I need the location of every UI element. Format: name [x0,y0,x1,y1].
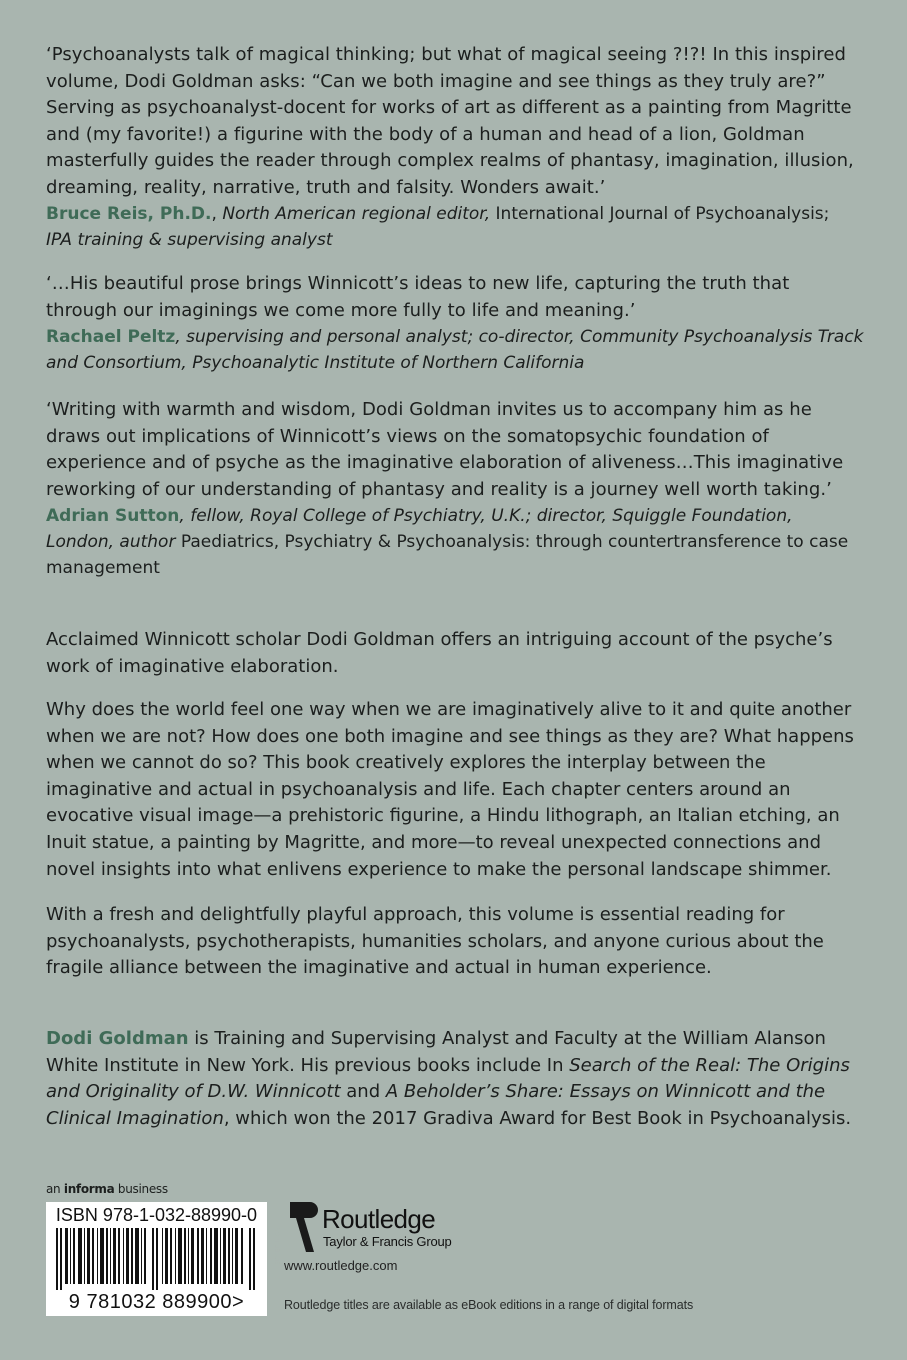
endorser-book: Paediatrics, Psychiatry & Psychoanalysis: through countertransference to case management [46,532,849,578]
description-p2 [46,697,864,883]
book-title: Search of the Real: The Origins and Originality of D.W. Winnicott [46,1054,850,1103]
endorser-name: Bruce Reis, Ph.D. [46,204,212,224]
endorsement-2 [46,271,864,376]
publisher-group: Taylor & Francis Group [323,1234,452,1249]
description-text: With a fresh and delightfully playful approach, this volume is essential reading for psychoanalysts, psychotherapists, humanities scholars, and anyone curious about the fragile alliance between the imaginative and actual in human experience. [46,904,824,979]
endorsement-quote: ‘Writing with warmth and wisdom, Dodi Goldman invites us to accompany him as he draws out implications of Winnicott’s views on the somatopsychic foundation of experience and of psyche as the imaginative elaboration of aliveness…This imaginative reworking of our understanding of phantasy and reality is a journey well worth taking.’ [46,399,844,500]
barcode-number [46,1290,267,1316]
isbn-label: ISBN 978-1-032-88990-0 [55,1205,258,1225]
description-p3 [46,902,864,982]
publisher-url: www.routledge.com [284,1258,398,1273]
endorsement-attribution: Bruce Reis, Ph.D., North American regional editor, International Journal of Psychoanalysis; IPA training & supervising analyst [46,204,830,250]
endorser-role: North American regional editor, [222,204,491,224]
barcode-digits: 9 781032 889900 [68,1291,233,1313]
informa-suffix: business [114,1182,168,1196]
book-title: A Beholder’s Share: Essays on Winnicott and the Clinical Imagination [46,1081,826,1129]
barcode-arrow: > [232,1291,245,1313]
informa-brand: informa [63,1182,115,1196]
endorser-role: , supervising and personal analyst; co-director, Community Psychoanalysis Track and Consortium, Psychoanalytic Institute of Northern California [46,327,864,373]
endorsement-quote: ‘Psychoanalysts talk of magical thinking; but what of magical seeing ?!?! In this inspired volume, Dodi Goldman asks: “Can we both imagine and see things as they truly are?” Serving as psychoanalyst-docent for works of art as different as a painting from Magritte and (my favorite!) a figurine with the body of a human and head of a lion, Goldman masterfully guides the reader through complex realms of phantasy, imagination, illusion, dreaming, reality, narrative, truth and falsity. Wonders await.’ [46,44,854,198]
endorsement-attribution [46,324,864,376]
author-bio-part: , which won the 2017 Gradiva Award for Best Book in Psychoanalysis. [223,1107,852,1129]
ebook-note: Routledge titles are available as eBook editions in a range of digital formats [284,1298,694,1312]
endorsement-attribution [46,503,864,581]
endorsement-3 [46,397,864,581]
endorser-role: , fellow, Royal College of Psychiatry, U.K.; director, Squiggle Foundation, London, author [46,506,793,552]
logo-spine-text: ROUTLEDGE [273,1227,279,1265]
description-text: Acclaimed Winnicott scholar Dodi Goldman offers an intriguing account of the psyche’s work of imaginative elaboration. [46,629,833,677]
informa-business-label [46,1182,168,1196]
endorser-name: Adrian Sutton [46,506,180,526]
author-name: Dodi Goldman [46,1028,189,1049]
author-bio [46,1026,864,1132]
author-bio-part: and [340,1081,386,1103]
endorser-role-2: IPA training & supervising analyst [46,230,333,250]
endorsement-1 [46,42,864,253]
barcode-bars [56,1228,257,1290]
description-text: Why does the world feel one way when we are imaginatively alive to it and quite another when we are not? How does one both imagine and see things as they are? What happens when we cannot do so? This book creatively explores the interplay between the imaginative and actual in psychoanalysis and life. Each chapter centers around an evocative visual image—a prehistoric figurine, a Hindu lithograph, an Italian etching, an Inuit statue, a painting by Magritte, and more—to reveal unexpected connections and novel insights into what enlivens experience to make the personal landscape shimmer. [46,699,854,880]
endorser-journal: International Journal of Psychoanalysis; [490,204,830,224]
informa-prefix: an [46,1182,64,1196]
endorser-name: Rachael Peltz [46,327,176,347]
description-p1 [46,627,864,680]
routledge-logo-icon [273,1200,318,1265]
author-bio-text [46,1026,864,1132]
author-bio-part: is Training and Supervising Analyst and Faculty at the William Alanson White Institute in New York. His previous books include In [46,1028,826,1076]
endorsement-quote: ‘…His beautiful prose brings Winnicott’s ideas to new life, capturing the truth that through our imaginings we come more fully to life and meaning.’ [46,273,790,321]
publisher-brand: Routledge [322,1204,436,1234]
isbn-barcode [46,1202,267,1316]
